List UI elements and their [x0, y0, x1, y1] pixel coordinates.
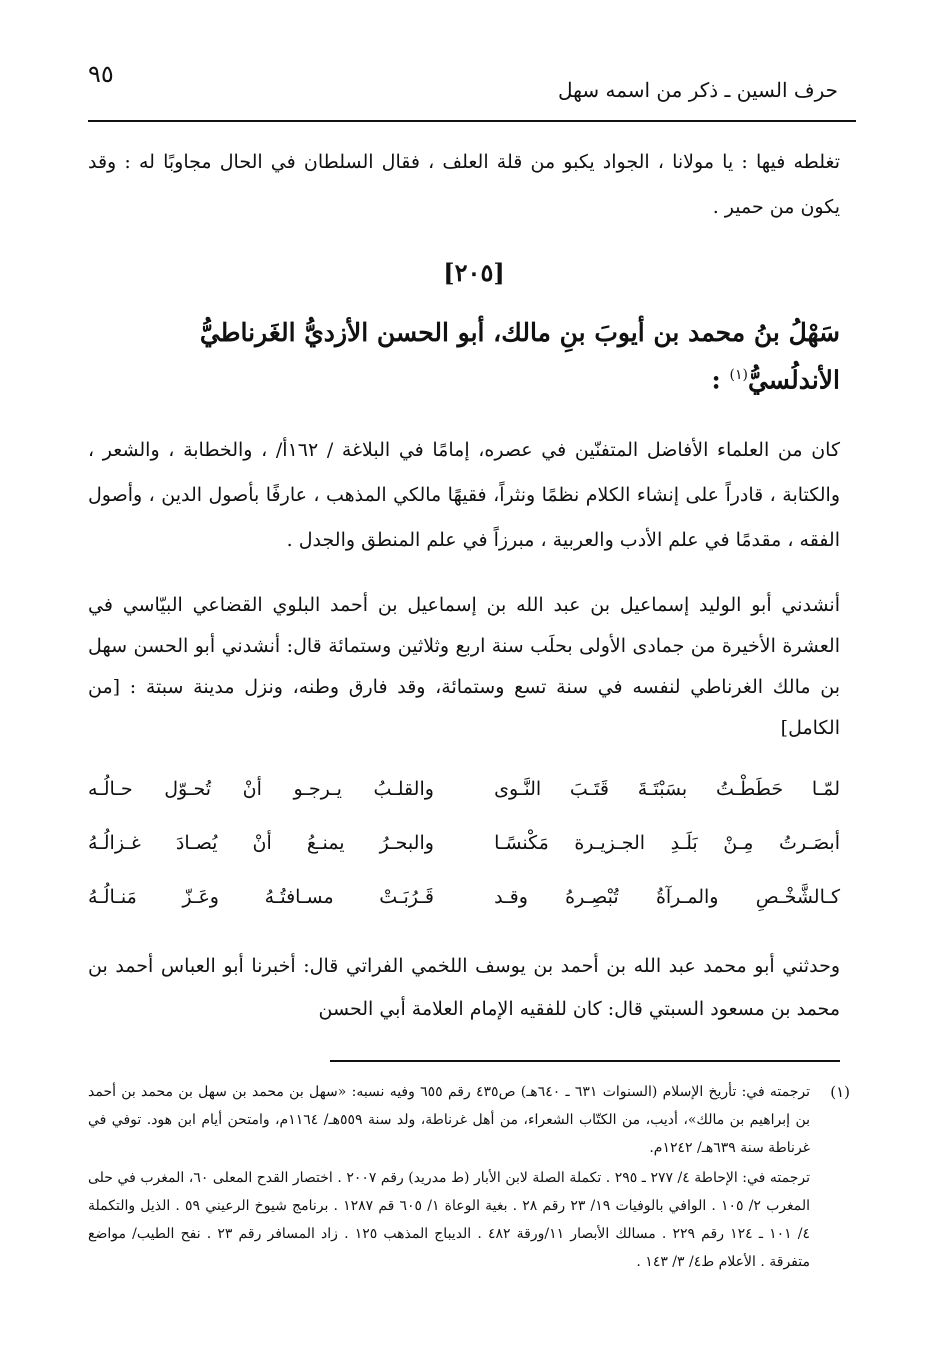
- entry-number: [٢٠٥]: [443, 258, 505, 287]
- entry-heading: [88, 312, 840, 401]
- verse-first-hemistich: لمّـا حَطَطْـتُ بسَبْتَـةَ قَتَـبَ النَّـوى: [494, 778, 840, 800]
- continuation-paragraph: تغلطه فيها : يا مولانا ، الجواد يكبو من قلة العلف ، فقال السلطان في الحال مجاوبًا له : وقد يكون من حمير .: [88, 151, 840, 218]
- footnotes: [88, 1078, 850, 1276]
- verse-first-hemistich: كـالشَّخْـصِ والمـرآةُ تُبْصِـرهُ وقـد: [494, 886, 840, 908]
- poem-verses: [88, 762, 840, 924]
- footnote-entry: [88, 1078, 850, 1162]
- verse-first-hemistich: أبصَـرتُ مِـنْ بَلَـدِ الجـزيـرة مَكْنسًـا: [494, 832, 840, 854]
- header-rule: [88, 120, 856, 122]
- footnote-marker: (١): [830, 1083, 850, 1101]
- footnote-text: ترجمته في: تأريخ الإسلام (السنوات ٦٣١ ـ ٦٤٠هـ) ص٤٣٥ رقم ٦٥٥ وفيه نسبه: «سهل بن محمد بن سهل بن محمد بن أحمد بن إبراهيم بن مالك»، أديب، من الكتّاب الشعراء، من أهل غرناطة، ولد سنة ٥٥٩هـ/ ١١٦٤م، وامتحن أيام ابن هود. توفي في غرناطة سنة ٦٣٩هـ/ ١٢٤٢م.: [88, 1084, 811, 1156]
- page-number: ٩٥: [88, 60, 114, 88]
- narration-paragraph: وحدثني أبو محمد عبد الله بن أحمد بن يوسف اللخمي الفراتي قال: أخبرنا أبو العباس أحمد بن محمد بن مسعود السبتي قال: كان للفقيه الإمام العلامة أبي الحسن: [88, 955, 840, 1020]
- footnote-reference[interactable]: (١): [729, 367, 748, 383]
- footnote-continuation: ترجمته في: الإحاطة ٤/ ٢٧٧ ـ ٢٩٥ . تكملة الصلة لابن الأبار (ط مدريد) رقم ٢٠٠٧ . اختصار القدح المعلى ٦٠، المغرب في حلى المغرب ٢/ ١٠٥ . الوافي بالوفيات ١٩/ ٢٣ رقم ٢٨ . بغية الوعاة ١/ ٦٠٥ قم ١٢٨٧ . برنامج شيوخ الرعيني ٥٩ . الذيل والتكملة ٤/ ١٠١ ـ ١٢٤ رقم ٢٢٩ . مسالك الأبصار ١١/ورقة ٤٨٢ . الديباج المذهب ١٢٥ . زاد المسافر رقم ٢٣ . نفح الطيب/ مواضع متفرقة . الأعلام ط٤/ ٣/ ١٤٣ .: [88, 1170, 811, 1270]
- verse-second-hemistich: والبحـرُ يمنـعُ أنْ يُصـادَ غـزالُـهُ: [88, 832, 434, 854]
- biography-paragraph: كان من العلماء الأفاضل المتفنّين في عصره، إمامًا في البلاغة / ١٦٢أ/ ، والخطابة ، والشعر ، والكتابة ، قادراً على إنشاء الكلام نظمًا ونثراً، فقيهًا مالكي المذهب ، عارفًا بأصول الدين ، وأصول الفقه ، مقدمًا في علم الأدب والعربية ، مبرزاً في علم المنطق والجدل .: [88, 439, 840, 551]
- recitation-paragraph: أنشدني أبو الوليد إسماعيل بن عبد الله بن إسماعيل بن أحمد البلوي القضاعي البيّاسي في العشرة الأخيرة من جمادى الأولى بحلَب سنة اربع وثلاثين وستمائة قال: أنشدني أبو الحسن سهل بن مالك الغرناطي لنفسه في سنة تسع وستمائة، وقد فارق وطنه، ونزل مدينة سبتة : [من الكامل]: [88, 594, 840, 739]
- running-head: حرف السين ـ ذكر من اسمه سهل: [557, 78, 838, 102]
- verse-second-hemistich: والقلـبُ يـرجـو أنْ تُحـوّل حـالُـه: [88, 778, 434, 800]
- verse-second-hemistich: قَـرُبَـتْ مسـافتُـهُ وعَـزّ مَنـالُـهُ: [88, 886, 434, 908]
- verse-row: [88, 870, 840, 924]
- verse-row: [88, 816, 840, 870]
- entry-heading-text: سَهْلُ بنُ محمد بن أيوبَ بنِ مالك، أبو الحسن الأزديُّ الغَرناطيُّ الأندلُسيُّ: [199, 318, 840, 395]
- verse-row: [88, 762, 840, 816]
- footnote-rule: [330, 1060, 840, 1062]
- entry-heading-colon: :: [711, 365, 730, 395]
